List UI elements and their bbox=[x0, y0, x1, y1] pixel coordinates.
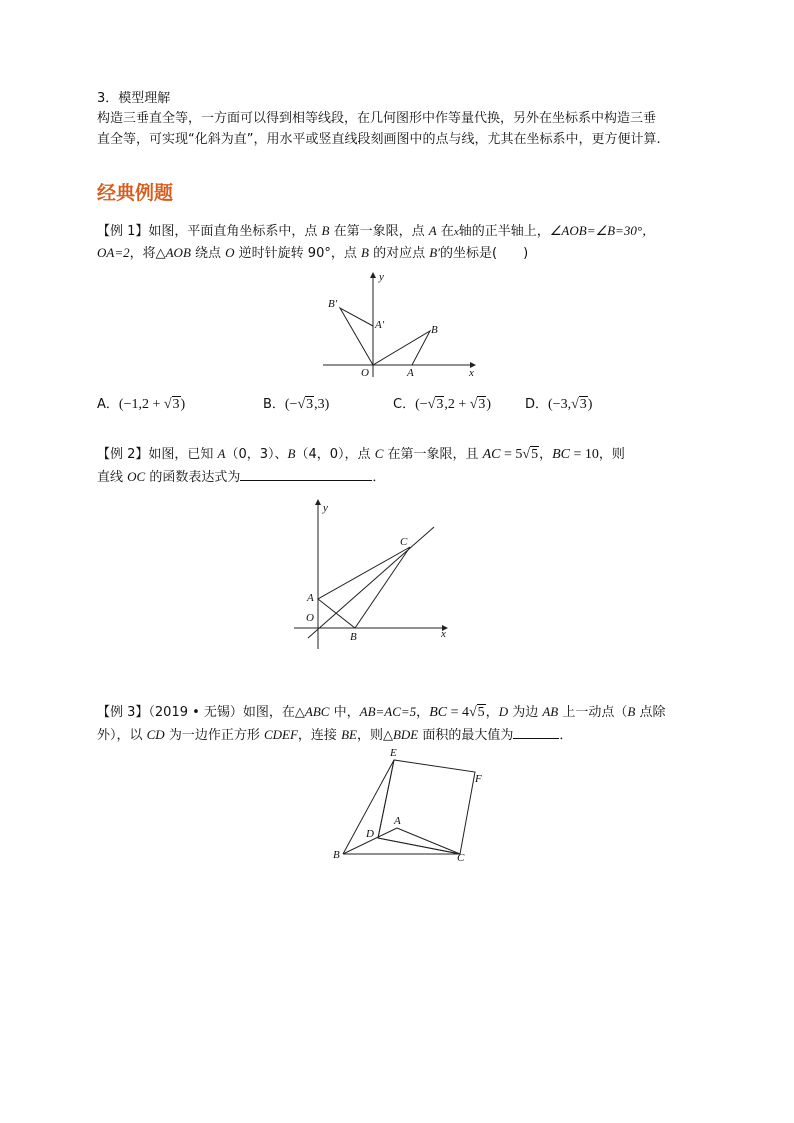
e2-label-o: O bbox=[306, 612, 314, 624]
example2-figure bbox=[294, 497, 454, 649]
example1-option-b[interactable]: B．(−√3,3) bbox=[263, 397, 330, 412]
model-text-line2: 直全等，可实现“化斜为直”，用水平或竖直线段刻画图中的点与线，尤其在坐标系中，更方便计算. bbox=[97, 132, 661, 147]
example3-line2: 外），以 CD 为一边作正方形 CDEF，连接 BE，则△BDE 面积的最大值为 ． bbox=[97, 724, 572, 746]
example2-line1: 【例 2】如图，已知 A（0，3）、B（4，0），点 C 在第一象限，且 AC = 5√5，BC = 10，则 bbox=[97, 446, 625, 462]
example3-answer-blank[interactable] bbox=[513, 724, 559, 739]
e2-label-x: x bbox=[441, 628, 446, 640]
example2-tag: 【例 2】 bbox=[97, 447, 149, 462]
e2-label-y: y bbox=[323, 502, 328, 514]
e1-label-o: O bbox=[361, 367, 369, 379]
e3-segment-ac bbox=[397, 828, 460, 854]
e3-segment-de bbox=[378, 760, 394, 838]
example1-figure bbox=[320, 268, 480, 380]
example1-line1: 【例 1】如图，平面直角坐标系中，点 B 在第一象限，点 A 在x轴的正半轴上，∠AOB=∠B=30°， bbox=[97, 223, 656, 239]
e1-label-y: y bbox=[379, 271, 384, 283]
example2-line2: 直线 OC 的函数表达式为 ． bbox=[97, 466, 385, 488]
example1-line2: OA=2，将△AOB 绕点 O 逆时针旋转 90°，点 B 的对应点 B′的坐标是( ) bbox=[97, 245, 529, 261]
example3-figure bbox=[330, 744, 490, 866]
example3-line1: 【例 3】（2019 • 无锡）如图，在△ABC 中，AB=AC=5，BC = 4√5，D 为边 AB 上一动点（B 点除 bbox=[97, 704, 666, 720]
example3-tag: 【例 3】 bbox=[97, 705, 149, 720]
model-text-line1: 构造三垂直全等，一方面可以得到相等线段，在几何图形中作等量代换，另外在坐标系中构造三垂 bbox=[97, 111, 657, 126]
e3-segment-dc bbox=[378, 838, 460, 854]
e2-label-b: B bbox=[350, 631, 357, 643]
e1-triangle-aob bbox=[373, 331, 430, 365]
e3-label-c: C bbox=[457, 852, 465, 864]
e1-label-b: B bbox=[431, 324, 438, 336]
e2-line-oc bbox=[308, 527, 434, 638]
section-title: 经典例题 bbox=[97, 182, 174, 204]
example2-answer-blank[interactable] bbox=[240, 466, 372, 481]
example1-option-a[interactable]: A．(−1,2 + √3) bbox=[97, 397, 186, 412]
e1-label-x: x bbox=[469, 367, 474, 379]
e2-label-a: A bbox=[307, 592, 314, 604]
e3-label-a: A bbox=[394, 815, 401, 827]
model-heading: 3．模型理解 bbox=[97, 91, 171, 106]
e3-label-e: E bbox=[390, 747, 397, 759]
example1-option-c[interactable]: C．(−√3,2 + √3) bbox=[393, 397, 492, 412]
example1-tag: 【例 1】 bbox=[97, 224, 149, 239]
e3-label-d: D bbox=[366, 828, 374, 840]
e2-label-c: C bbox=[400, 536, 408, 548]
e1-label-ap: A′ bbox=[375, 319, 385, 331]
e3-label-b: B bbox=[333, 849, 340, 861]
example1-option-d[interactable]: D．(−3,√3) bbox=[525, 397, 593, 412]
e1-triangle-rotated bbox=[340, 308, 373, 365]
e2-triangle-abc bbox=[318, 547, 410, 628]
e3-label-f: F bbox=[475, 773, 482, 785]
e2-y-arrow bbox=[315, 499, 321, 505]
e1-label-bp: B′ bbox=[328, 298, 338, 310]
e1-y-arrow bbox=[370, 272, 376, 278]
e1-label-a: A bbox=[407, 367, 414, 379]
